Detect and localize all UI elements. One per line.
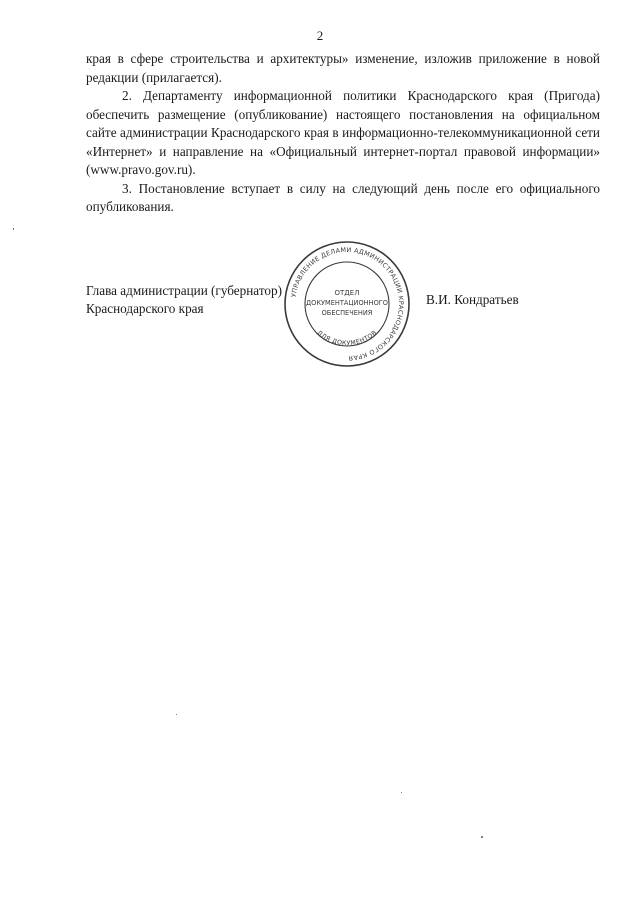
page-number: 2 <box>316 28 324 43</box>
seal-center-line-3: ОБЕСПЕЧЕНИЯ <box>321 309 373 317</box>
scan-speck <box>176 714 177 715</box>
seal-center-line-1: ОТДЕЛ <box>334 289 360 297</box>
scan-speck <box>401 792 402 793</box>
scan-speck <box>481 836 483 838</box>
paragraph-item-3: 3. Постановление вступает в силу на следующий день после его официального опубликования. <box>86 180 600 214</box>
signatory-title-line-1: Глава администрации (губернатор) <box>86 283 282 298</box>
signatory-title <box>86 282 282 318</box>
paragraph-continuation: края в сфере строительства и архитектуры» изменение, изложив приложение в новой редакции (прилагается). <box>86 51 600 85</box>
official-seal-stamp <box>282 239 412 369</box>
signatory-name: В.И. Кондратьев <box>426 292 519 307</box>
svg-text:ДЛЯ ДОКУМЕНТОВ <box>316 329 379 347</box>
seal-graphic <box>282 239 412 369</box>
paragraph-item-2: 2. Департаменту информационной политики Краснодарского края (Пригода) обеспечить размещение (опубликование) настоящего постановления на официальном сайте администрации Краснодарского края в информационно-телекоммуникационной сети «Интернет» и направление на «Официальный интернет-портал правовой информации» (www.pravo.gov.ru). <box>86 88 600 177</box>
document-body <box>86 50 600 217</box>
seal-center-line-2: ДОКУМЕНТАЦИОННОГО <box>306 299 388 307</box>
seal-bottom-text: ДЛЯ ДОКУМЕНТОВ <box>315 329 379 348</box>
signatory-title-line-2: Краснодарского края <box>86 301 204 316</box>
seal-outer-text: УПРАВЛЕНИЕ ДЕЛАМИ АДМИНИСТРАЦИИ КРАСНОДАРСКОГО КРАЯ <box>289 245 406 363</box>
scan-speck <box>13 228 14 230</box>
